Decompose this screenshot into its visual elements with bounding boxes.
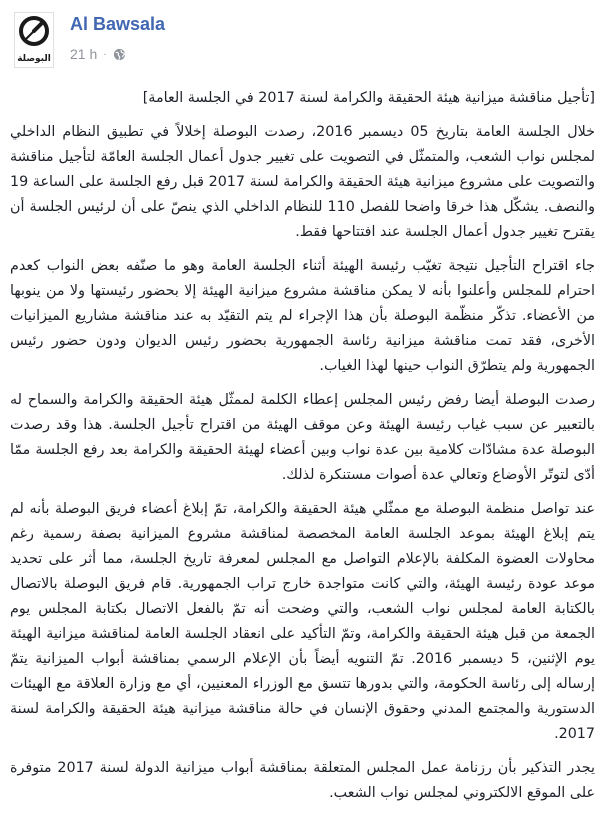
post-text: [10, 86, 595, 815]
post-header: [0, 0, 610, 75]
post-paragraph: جاء اقتراح التأجيل نتيجة تغيّب رئيسة الهيئة أثناء الجلسة العامة وهو ما صنّفه بعض النواب كعدم احترام للمجلس وأعلنوا بأنه لا يمكن مناقشة مشروع ميزانية الهيئة إلا بحضور رئيستها ولا من ينوبها من الأعضاء. تذكّر منظّمة البوصلة بأن هذا الإجراء لم يتم التقيّد به عند مناقشة مشاريع الميزانيات الأخرى، فقد تمت مناقشة ميزانية رئاسة الجمهورية بحضور رئيس الديوان ودون حضور رئيس الجمهورية ولم يتطرّق النواب حينها لهذا الغياب.: [10, 258, 595, 374]
meta-separator: ·: [103, 48, 107, 60]
post-paragraph: يجدر التذكير بأن رزنامة عمل المجلس المتعلقة بمناقشة أبواب ميزانية الدولة لسنة 2017 متوفرة على الموقع الالكتروني لمجلس نواب الشعب.: [10, 760, 595, 801]
post-paragraph: خلال الجلسة العامة بتاريخ 05 ديسمبر 2016، رصدت البوصلة إخلالاً في تطبيق النظام الداخلي لمجلس نواب الشعب، والمتمثّل في التصويت على تغيير جدول أعمال الجلسة العامّة لتأجيل مناقشة والتصويت على مشروع ميزانية هيئة الحقيقة والكرامة لسنة 2017 قبل رفع الجلسة على الساعة 19 والنصف. يشكّل هذا خرقا واضحا للفصل 110 للنظام الداخلي الذي ينصّ على أن لرئيس الجلسة أن يقترح تغيير جدول أعمال الجلسة عند افتتاحها فقط.: [10, 124, 595, 240]
compass-logo-icon: [15, 13, 53, 67]
post-title-paragraph: [تأجيل مناقشة ميزانية هيئة الحقيقة والكرامة لسنة 2017 في الجلسة العامة]: [142, 90, 595, 106]
globe-icon[interactable]: [113, 48, 126, 61]
post-paragraph: عند تواصل منظمة البوصلة مع ممثّلي هيئة الحقيقة والكرامة، تمّ إبلاغ أعضاء فريق البوصلة بأنه لم يتم إبلاغ الهيئة بموعد الجلسة العامة المخصصة لمناقشة مشروع الميزانية بصفة رسمية رغم محاولات العضوة المكلفة بالإعلام التواصل مع المجلس لمعرفة تاريخ الجلسة، مما أثر على تحديد موعد عودة رئيسة الهيئة، والتي كانت متواجدة خارج تراب الجمهورية. قام فريق البوصلة بالاتصال بالكتابة العامة لمجلس نواب الشعب، والتي وضحت أنه تمّ بالفعل الاتصال بكتابة المجلس يوم الجمعة من قبل هيئة الحقيقة والكرامة، وتمّ التأكيد على انعقاد الجلسة العامة لمناقشة ميزانية الهيئة يوم الإثنين، 5 ديسمبر 2016. تمّ التنويه أيضاً بأن الإعلام الرسمي بمناقشة أبواب الميزانية يتمّ إرساله إلى رئاسة الحكومة، والتي بدورها تتسق مع الوزراء المعنيين، أي مع وزارة العلاقة مع الهيئات الدستورية والمجتمع المدني وحقوق الإنسان في حالة مناقشة ميزانية هيئة الحقيقة والكرامة لسنة 2017.: [10, 501, 595, 742]
page-name-link[interactable]: Al Bawsala: [70, 14, 166, 34]
avatar-caption: البوصلة: [17, 54, 51, 64]
post-meta: [70, 46, 126, 62]
post-timestamp[interactable]: 21 h: [70, 46, 98, 62]
post-paragraph: رصدت البوصلة أيضا رفض رئيس المجلس إعطاء الكلمة لممثّل هيئة الحقيقة والكرامة والسماح له بالتعبير عن سبب غياب رئيسة الهيئة وعن موقف الهيئة من اقتراح تأجيل الجلسة. هذا وقد رصدت البوصلة عدة مشادّات كلامية بين عدة نواب وبين أعضاء لهيئة الحقيقة والكرامة بعد رفع الجلسة ممّا أدّى لتوتّر الأوضاع وتعالي عدة أصوات مستنكرة لذلك.: [10, 392, 595, 483]
page-avatar[interactable]: [14, 12, 54, 68]
